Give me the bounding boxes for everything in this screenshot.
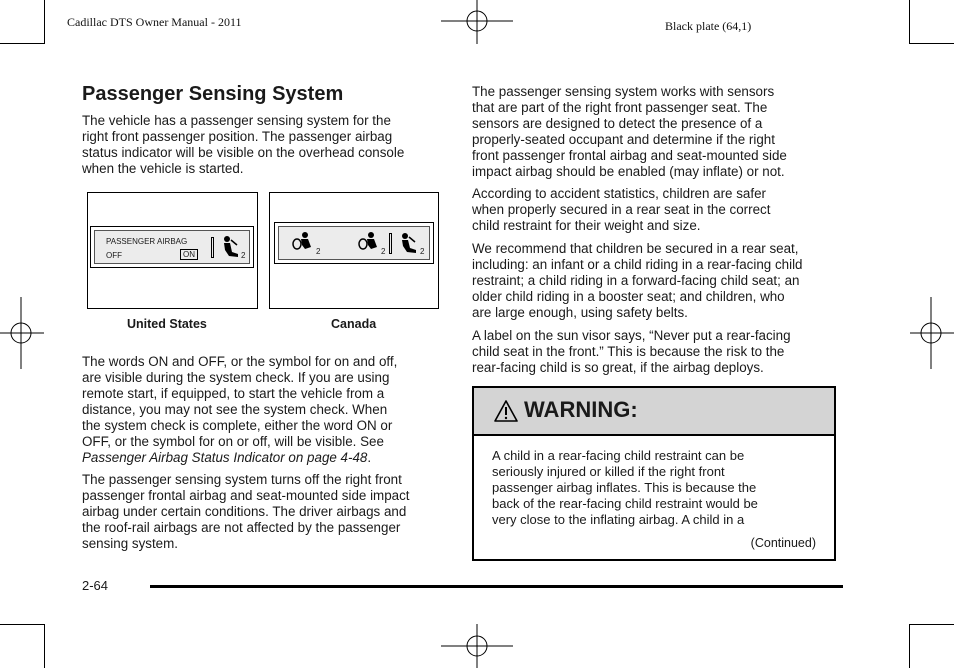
warning-triangle-icon: [494, 400, 518, 422]
warning-body: [492, 448, 822, 528]
footer-rule: [150, 585, 843, 588]
text-line: older child riding in a booster seat; and children, who: [472, 289, 785, 304]
text-line: The vehicle has a passenger sensing system for the: [82, 113, 391, 128]
text-line: seriously injured or killed if the right front: [492, 464, 725, 479]
text-line: [82, 450, 452, 466]
text-line: According to accident statistics, children are safer: [472, 186, 766, 201]
crop-mark: [909, 0, 910, 44]
symbol-suffix: 2: [381, 247, 386, 256]
crop-mark: [0, 624, 44, 625]
text-line: impact airbag should be enabled (may inflate) or not.: [472, 164, 785, 179]
figure-us-panel: [87, 192, 258, 309]
text-line: are visible during the system check. If you are using: [82, 370, 390, 385]
symbol-suffix: 2: [316, 247, 321, 256]
text-line: We recommend that children be secured in a rear seat,: [472, 241, 799, 256]
airbag-seat-icon: [357, 231, 381, 255]
passenger-airbag-label: PASSENGER AIRBAG: [106, 237, 188, 246]
figure-canada-panel: [269, 192, 439, 309]
registration-mark-icon: [0, 297, 44, 369]
page-number: 2-64: [82, 578, 109, 593]
indicator-divider: [389, 233, 392, 254]
text-line: sensors are designed to detect the presence of a: [472, 116, 763, 131]
crop-mark: [910, 43, 954, 44]
canada-indicator-display: [274, 222, 434, 264]
paragraph-statistics: [472, 186, 842, 234]
text-line: child restraint for their weight and size.: [472, 218, 701, 233]
crop-mark: [44, 624, 45, 668]
text-line: A child in a rear-facing child restraint can be: [492, 448, 745, 463]
registration-mark-icon: [441, 0, 513, 44]
us-indicator-display: [90, 226, 254, 268]
text-line: A label on the sun visor says, “Never put a rear-facing: [472, 328, 791, 343]
text-line: rear-facing child is so great, if the airbag deploys.: [472, 360, 764, 375]
plate-label: Black plate (64,1): [665, 19, 752, 33]
airbag-seat-icon: [291, 231, 315, 255]
text-line: that are part of the right front passenger seat. The: [472, 100, 768, 115]
warning-box: [472, 386, 836, 561]
paragraph-sensors: [472, 84, 842, 180]
text-line: status indicator will be visible on the overhead console: [82, 145, 405, 160]
us-caption: United States: [127, 317, 207, 331]
on-label: ON: [180, 249, 198, 260]
crop-mark: [0, 43, 44, 44]
text-line: child seat in the front.” This is because the risk to the: [472, 344, 785, 359]
text-line: back of the rear-facing child restraint would be: [492, 496, 758, 511]
text-line: OFF, or the symbol for on or off, will be visible. See: [82, 434, 384, 449]
text-line: properly-seated occupant and determine if the right: [472, 132, 775, 147]
text-line: distance, you may not see the system check. When: [82, 402, 388, 417]
text-line: remote start, if equipped, to start the vehicle from a: [82, 386, 385, 401]
text-line: sensing system.: [82, 536, 179, 551]
us-indicator-inner: [94, 230, 250, 264]
registration-mark-icon: [441, 624, 513, 668]
crop-mark: [44, 0, 45, 44]
crop-mark: [909, 624, 910, 668]
canada-caption: Canada: [331, 317, 377, 331]
text-line: passenger frontal airbag and seat-mounted side impact: [82, 488, 410, 503]
text-line: The passenger sensing system turns off the right front: [82, 472, 402, 487]
symbol-suffix: 2: [420, 247, 425, 256]
manual-title: Cadillac DTS Owner Manual - 2011: [67, 15, 242, 29]
text-line: when the vehicle is started.: [82, 161, 244, 176]
indicator-divider: [211, 237, 214, 258]
warning-header: [474, 388, 834, 436]
text-line: The words ON and OFF, or the symbol for on and off,: [82, 354, 398, 369]
text-line: including: an infant or a child riding in a rear-facing child: [472, 257, 803, 272]
airbag-seat-icon: [397, 231, 419, 255]
crop-mark: [910, 624, 954, 625]
text-line: restraint; a child riding in a forward-facing child seat; an: [472, 273, 800, 288]
text-line: the system check is complete, either the word ON or: [82, 418, 393, 433]
continued-label: (Continued): [750, 536, 816, 550]
paragraph-recommend: [472, 241, 842, 321]
cross-reference-link[interactable]: Passenger Airbag Status Indicator on page 4-48: [82, 450, 368, 465]
section-heading: Passenger Sensing System: [82, 83, 344, 105]
paragraph-sun-visor: [472, 328, 842, 376]
warning-title: WARNING:: [524, 397, 638, 422]
text-line: airbag under certain conditions. The driver airbags and: [82, 504, 407, 519]
airbag-seat-icon: [219, 234, 241, 260]
text-line: are large enough, using safety belts.: [472, 305, 688, 320]
intro-paragraph: [82, 113, 452, 177]
text-line: front passenger frontal airbag and seat-mounted side: [472, 148, 787, 163]
text-line: when properly secured in a rear seat in the correct: [472, 202, 771, 217]
paragraph-turns-off: [82, 472, 452, 552]
text-line: the roof-rail airbags are not affected by the passenger: [82, 520, 401, 535]
paragraph-system-check: [82, 354, 452, 466]
text-line: very close to the inflating airbag. A child in a: [492, 512, 745, 527]
sentence-end: .: [367, 450, 372, 465]
registration-mark-icon: [910, 297, 954, 369]
symbol-suffix: 2: [241, 251, 246, 260]
text-line: right front passenger position. The passenger airbag: [82, 129, 393, 144]
canada-indicator-inner: [278, 226, 430, 260]
text-line: passenger airbag inflates. This is because the: [492, 480, 757, 495]
text-line: The passenger sensing system works with sensors: [472, 84, 775, 99]
off-label: OFF: [106, 251, 122, 260]
